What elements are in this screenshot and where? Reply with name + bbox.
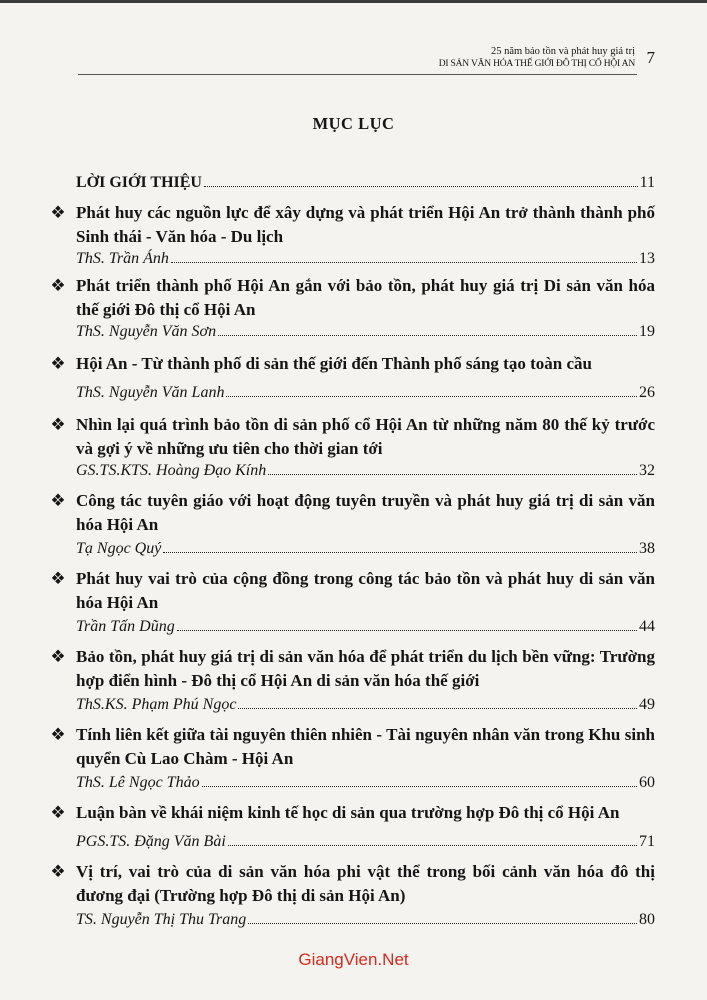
dot-leader	[171, 262, 637, 263]
entry-page: 13	[639, 250, 655, 267]
running-header	[439, 46, 635, 70]
diamond-bullet-icon: ❖	[50, 569, 66, 588]
entry-page: 38	[639, 540, 655, 557]
diamond-bullet-icon: ❖	[50, 491, 66, 510]
entry-page: 44	[639, 618, 655, 635]
header-line-2: DI SẢN VĂN HÓA THẾ GIỚI ĐÔ THỊ CỔ HỘI AN	[438, 59, 635, 69]
entry-author-row	[76, 692, 655, 714]
dot-leader	[177, 630, 637, 631]
top-border	[0, 0, 707, 3]
dot-leader	[204, 186, 638, 187]
entry-title: Vị trí, vai trò của di sản văn hóa phi vật thể trong bối cảnh văn hóa đô thị đương đại (Trường hợp Đô thị di sản Hội An)	[76, 862, 655, 905]
entry-author-row	[76, 246, 655, 268]
dot-leader	[226, 396, 637, 397]
entry-page: 32	[639, 462, 655, 479]
entry-author-row	[76, 319, 655, 341]
page-title: MỤC LỤC	[312, 114, 395, 133]
entry-author: Tạ Ngọc Quý	[76, 540, 162, 557]
entry-page: 49	[639, 696, 655, 713]
entry-page: 80	[639, 911, 655, 928]
entry-title: Phát huy vai trò của cộng đồng trong công tác bảo tồn và phát huy di sản văn hóa Hội An	[76, 569, 655, 612]
entry-page: 26	[639, 384, 655, 401]
entry-page: 71	[639, 833, 655, 850]
entry-author: ThS. Trần Ánh	[76, 250, 169, 267]
entry-author-row	[76, 907, 655, 929]
entry-title: Phát huy các nguồn lực để xây dựng và phát triển Hội An trở thành thành phố Sinh thái - Văn hóa - Du lịch	[76, 203, 655, 246]
dot-leader	[228, 845, 637, 846]
entry-author: ThS. Nguyễn Văn Lanh	[76, 384, 225, 401]
entry-title: Công tác tuyên giáo với hoạt động tuyên truyền và phát huy giá trị di sản văn hóa Hội An	[76, 491, 655, 534]
entry-author: TS. Nguyễn Thị Thu Trang	[76, 911, 247, 928]
dot-leader	[268, 474, 637, 475]
intro-page: 11	[639, 174, 655, 191]
entry-title: Bảo tồn, phát huy giá trị di sản văn hóa để phát triển du lịch bền vững: Trường hợp điển hình - Đô thị cổ Hội An di sản văn hóa thế giới	[76, 647, 655, 690]
header-line-1: 25 năm bảo tồn và phát huy giá trị	[490, 46, 635, 57]
entry-page: 19	[639, 323, 655, 340]
entry-author: GS.TS.KTS. Hoàng Đạo Kính	[76, 462, 267, 479]
entry-author-row	[76, 770, 655, 792]
page-number: 7	[646, 48, 655, 67]
entry-author-row	[76, 614, 655, 636]
entry-title: Nhìn lại quá trình bảo tồn di sản phố cổ Hội An từ những năm 80 thế kỷ trước và gợi ý về những ưu tiên cho thời gian tới	[76, 415, 655, 458]
entry-author-row	[76, 829, 655, 851]
diamond-bullet-icon: ❖	[50, 203, 66, 222]
entry-author-row	[76, 380, 655, 402]
diamond-bullet-icon: ❖	[50, 354, 66, 373]
entry-author: PGS.TS. Đặng Văn Bài	[76, 833, 226, 850]
entry-author: ThS.KS. Phạm Phú Ngọc	[76, 696, 237, 713]
entry-title: Luận bàn về khái niệm kinh tế học di sản qua trường hợp Đô thị cổ Hội An	[76, 803, 620, 822]
watermark: GiangVien.Net	[298, 950, 409, 969]
entry-author-row	[76, 536, 655, 558]
diamond-bullet-icon: ❖	[50, 803, 66, 822]
diamond-bullet-icon: ❖	[50, 862, 66, 881]
entry-author: ThS. Lê Ngọc Thảo	[76, 774, 200, 791]
entry-author: Trần Tấn Dũng	[76, 618, 175, 635]
entry-page: 60	[639, 774, 655, 791]
toc-intro-row[interactable]	[76, 170, 655, 192]
dot-leader	[202, 786, 637, 787]
intro-label: LỜI GIỚI THIỆU	[76, 174, 202, 191]
dot-leader	[163, 552, 637, 553]
dot-leader	[248, 923, 637, 924]
entry-title: Phát triển thành phố Hội An gắn với bảo tồn, phát huy giá trị Di sản văn hóa thế giới Đô thị cổ Hội An	[76, 276, 655, 319]
diamond-bullet-icon: ❖	[50, 276, 66, 295]
dot-leader	[218, 335, 637, 336]
header-rule	[78, 74, 637, 75]
dot-leader	[238, 708, 637, 709]
entry-title: Tính liên kết giữa tài nguyên thiên nhiên - Tài nguyên nhân văn trong Khu sinh quyển Cù Lao Chàm - Hội An	[76, 725, 655, 768]
entry-title: Hội An - Từ thành phố di sản thế giới đến Thành phố sáng tạo toàn cầu	[76, 354, 592, 373]
diamond-bullet-icon: ❖	[50, 415, 66, 434]
diamond-bullet-icon: ❖	[50, 725, 66, 744]
entry-author: ThS. Nguyễn Văn Sơn	[76, 323, 217, 340]
entry-author-row	[76, 458, 655, 480]
diamond-bullet-icon: ❖	[50, 647, 66, 666]
